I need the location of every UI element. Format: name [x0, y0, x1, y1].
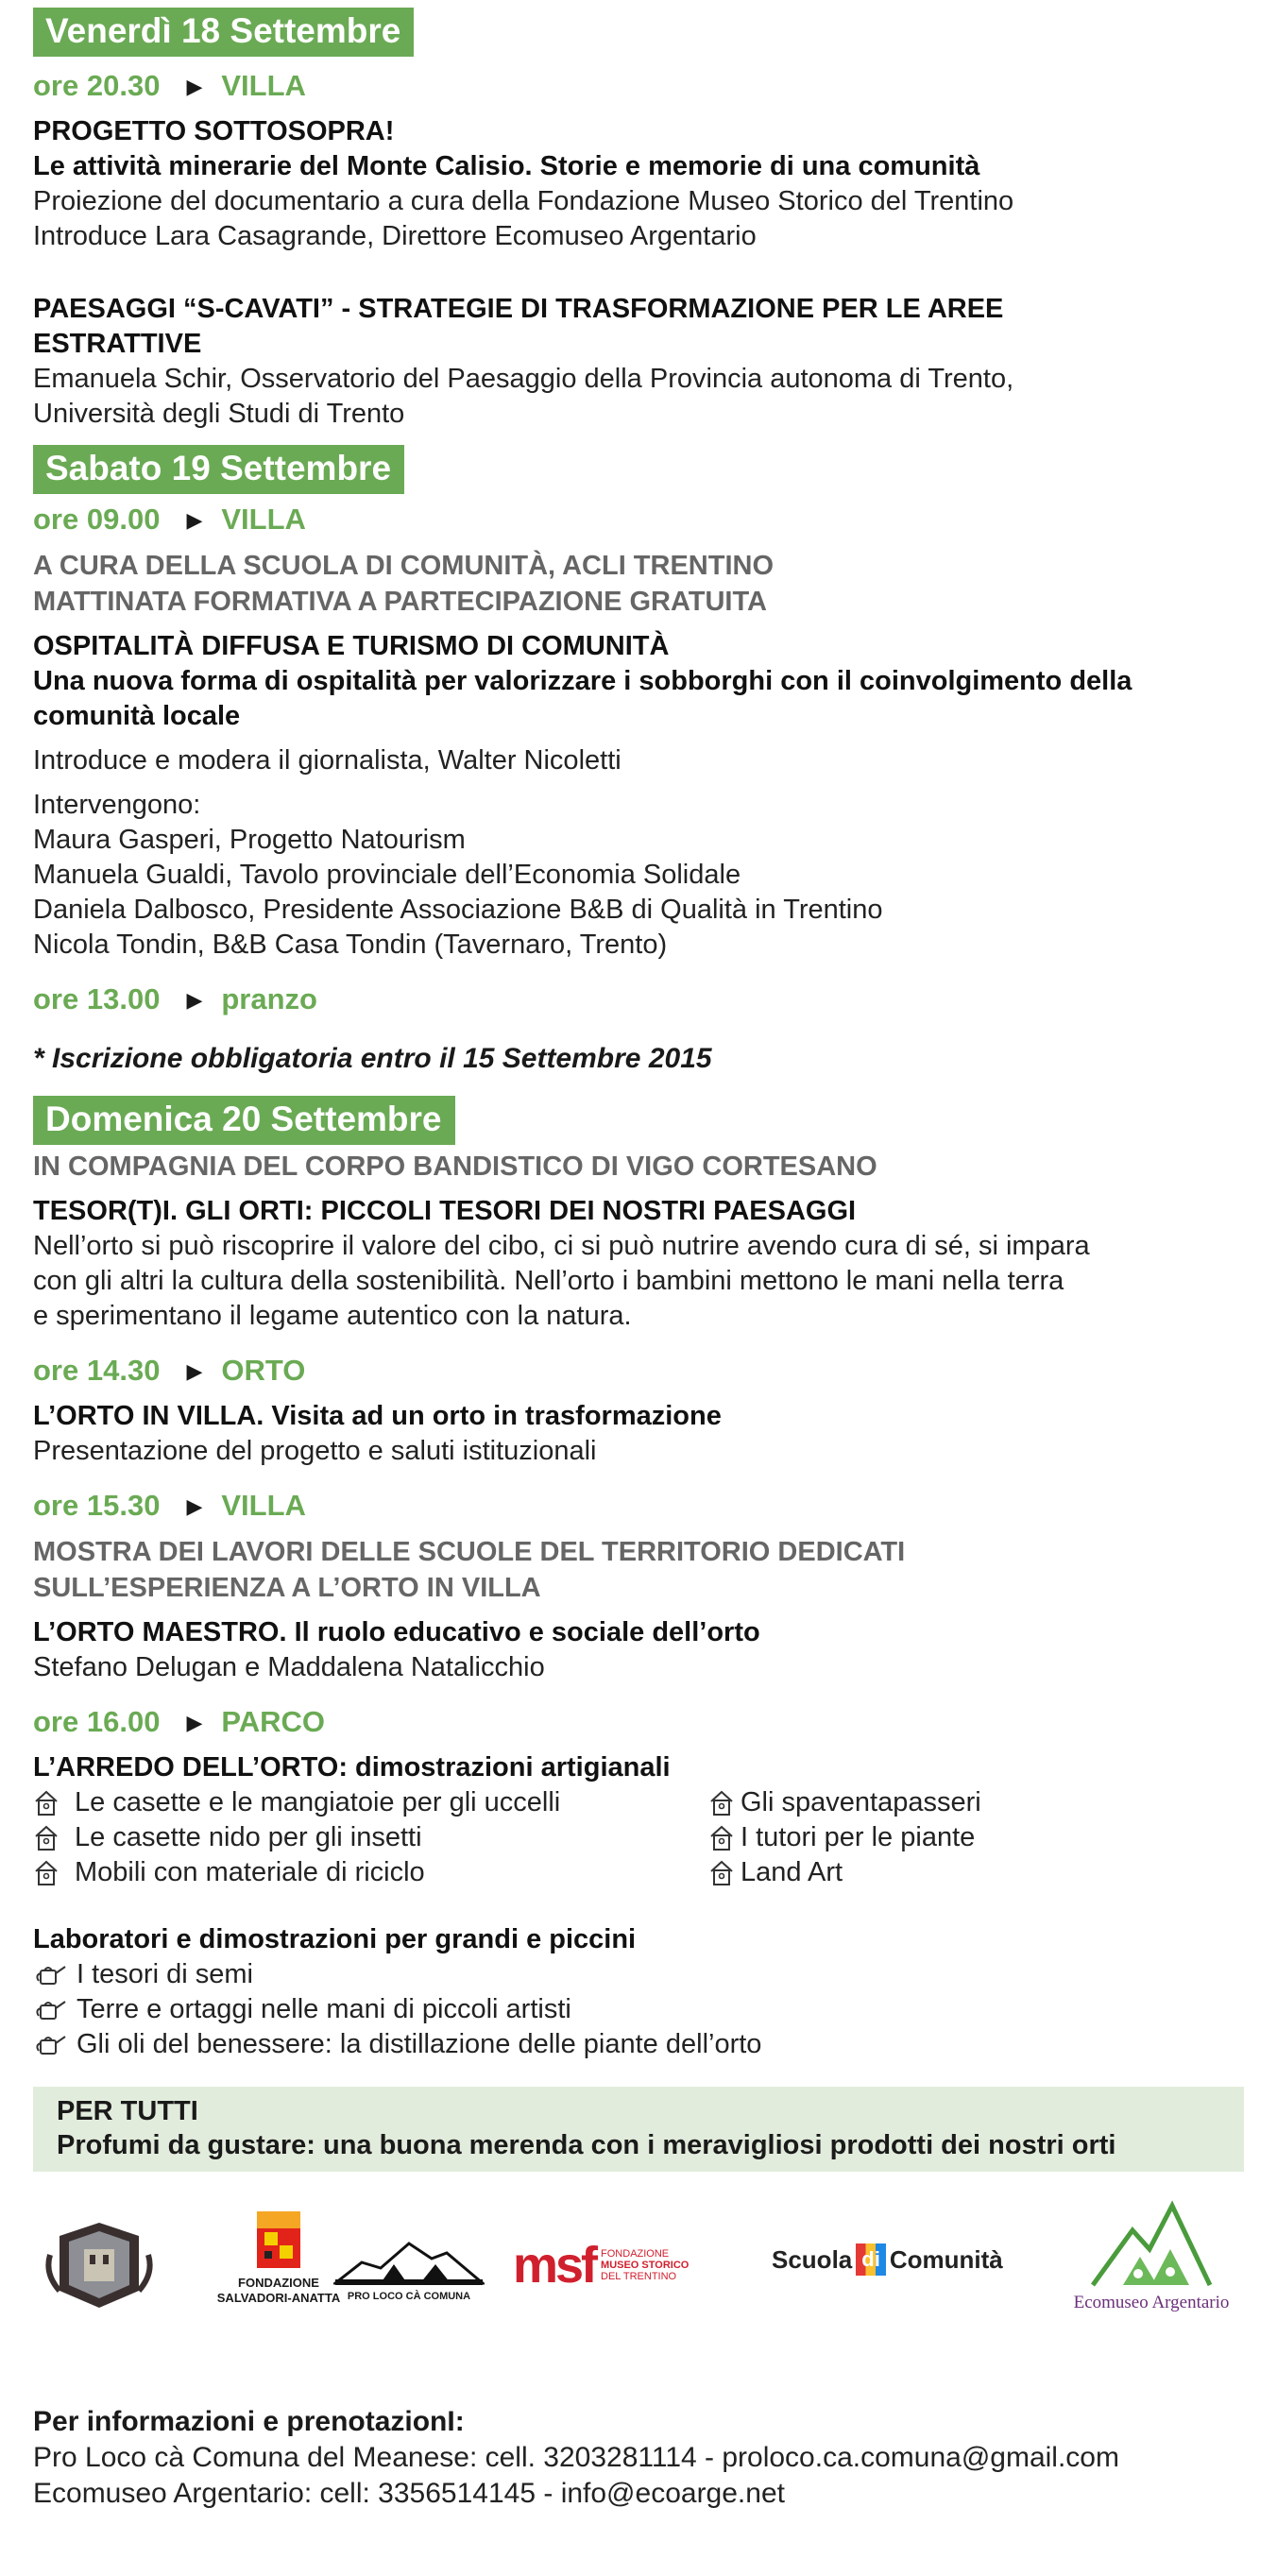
time-row	[33, 502, 1244, 538]
play-arrow-icon: ▶	[186, 508, 203, 532]
exhibition-line: MOSTRA DEI LAVORI DELLE SCUOLE DEL TERRITORIO DEDICATI	[33, 1537, 906, 1567]
time-label: ore 15.30	[33, 1489, 161, 1522]
list-item	[33, 1820, 708, 1855]
place-label: VILLA	[221, 69, 306, 102]
time-label: ore 14.30	[33, 1354, 161, 1387]
birdhouse-icon	[708, 1859, 735, 1887]
play-arrow-icon: ▶	[186, 988, 203, 1012]
speaker-item: Daniela Dalbosco, Presidente Associazione B&B di Qualità in Trentino	[33, 895, 883, 925]
list-item-label: Mobili con materiale di riciclo	[75, 1857, 425, 1887]
msf-text3: DEL TRENTINO	[601, 2271, 677, 2282]
event-text: Presentazione del progetto e saluti istituzionali	[33, 1436, 597, 1466]
place-label: VILLA	[221, 503, 306, 536]
speaker-item: Manuela Gualdi, Tavolo provinciale dell’Economia Solidale	[33, 860, 741, 890]
time-row	[33, 1704, 1244, 1741]
day-header-friday: Venerdì 18 Settembre	[33, 8, 414, 57]
event-title: TESOR(T)I. GLI ORTI: PICCOLI TESORI DEI NOSTRI PAESAGGI	[33, 1196, 857, 1226]
watering-can-icon	[33, 2032, 69, 2058]
event-title: PROGETTO SOTTOSOPRA!	[33, 116, 395, 146]
place-label: pranzo	[221, 982, 317, 1015]
play-arrow-icon: ▶	[186, 1359, 203, 1383]
event-subtitle: Una nuova forma di ospitalità per valorizzare i sobborghi con il coinvolgimento della	[33, 666, 1132, 696]
speaker-item: Nicola Tondin, B&B Casa Tondin (Tavernaro, Trento)	[33, 930, 668, 960]
list-item	[708, 1820, 1237, 1855]
organizer-line: MATTINATA FORMATIVA A PARTECIPAZIONE GRATUITA	[33, 587, 767, 617]
list-item	[33, 1992, 1244, 2027]
list-item	[708, 1855, 1237, 1890]
list-item-label: I tutori per le piante	[741, 1822, 976, 1852]
time-row	[33, 1353, 1244, 1390]
play-arrow-icon: ▶	[186, 1494, 203, 1518]
list-item	[33, 1957, 1244, 1992]
watering-can-icon	[33, 1962, 69, 1988]
event-text: Proiezione del documentario a cura della Fondazione Museo Storico del Trentino	[33, 186, 1014, 216]
time-row	[33, 68, 1244, 105]
scuola-di: di	[856, 2243, 886, 2276]
per-tutti-box	[33, 2087, 1244, 2172]
municipal-crest-logo	[41, 2217, 158, 2312]
list-item-label: I tesori di semi	[77, 1959, 253, 1989]
event-text: Stefano Delugan e Maddalena Natalicchio	[33, 1652, 545, 1682]
scuola-word: Scuola	[772, 2244, 853, 2274]
exhibition-line: SULL’ESPERIENZA A L’ORTO IN VILLA	[33, 1573, 541, 1603]
event-title: ESTRATTIVE	[33, 329, 202, 359]
info-title: Per informazioni e prenotazionI:	[33, 2406, 465, 2437]
band-line: IN COMPAGNIA DEL CORPO BANDISTICO DI VIGO CORTESANO	[33, 1152, 877, 1182]
event-title: L’ORTO IN VILLA. Visita ad un orto in trasformazione	[33, 1401, 722, 1431]
place-label: ORTO	[221, 1354, 306, 1387]
list-item	[708, 1785, 1237, 1820]
event-title: L’ORTO MAESTRO. Il ruolo educativo e sociale dell’orto	[33, 1617, 760, 1647]
moderator-text: Introduce e modera il giornalista, Walter Nicoletti	[33, 745, 621, 776]
msf-mark: msf	[513, 2237, 596, 2294]
list-item	[33, 2027, 1244, 2062]
salvadori-line2: SALVADORI-ANATTA	[216, 2291, 341, 2305]
event-text: Introduce Lara Casagrande, Direttore Ecomuseo Argentario	[33, 221, 757, 251]
list-item-label: Le casette nido per gli insetti	[75, 1822, 422, 1852]
birdhouse-icon	[33, 1859, 60, 1887]
arredo-list	[33, 1785, 1244, 1890]
birdhouse-icon	[708, 1824, 735, 1852]
salvadori-line1: FONDAZIONE	[238, 2276, 319, 2290]
event-description: e sperimentano il legame autentico con la natura.	[33, 1301, 632, 1331]
proloco-logo	[333, 2236, 485, 2303]
event-subtitle: Le attività minerarie del Monte Calisio. Storie e memorie di una comunità	[33, 151, 980, 181]
labs-title: Laboratori e dimostrazioni per grandi e piccini	[33, 1924, 637, 1954]
registration-note: * Iscrizione obbligatoria entro il 15 Settembre 2015	[33, 1043, 712, 1074]
salvadori-anatta-logo	[213, 2209, 345, 2306]
list-item-label: Land Art	[741, 1857, 843, 1887]
list-item	[33, 1855, 708, 1890]
place-label: PARCO	[221, 1705, 326, 1738]
contact-line: Ecomuseo Argentario: cell: 3356514145 - info@ecoarge.net	[33, 2478, 785, 2509]
speakers-label: Intervengono:	[33, 790, 201, 820]
event-title: L’ARREDO DELL’ORTO: dimostrazioni artigianali	[33, 1752, 671, 1783]
proloco-label: PRO LOCO CÀ COMUNA	[347, 2291, 471, 2302]
time-row	[33, 981, 1244, 1018]
ecomuseo-mountain-icon	[1085, 2198, 1217, 2293]
time-label: ore 16.00	[33, 1705, 161, 1738]
salvadori-flag-icon	[255, 2209, 302, 2270]
ecomuseo-label: Ecomuseo Argentario	[1073, 2293, 1230, 2312]
scuola-di-comunita-logo	[772, 2243, 1003, 2276]
event-title: OSPITALITÀ DIFFUSA E TURISMO DI COMUNITÀ	[33, 631, 670, 661]
watering-can-icon	[33, 1997, 69, 2023]
time-label: ore 20.30	[33, 69, 161, 102]
birdhouse-icon	[33, 1789, 60, 1817]
event-description: Nell’orto si può riscoprire il valore del cibo, ci si può nutrire avendo cura di sé, si impara	[33, 1231, 1090, 1261]
list-item-label: Gli spaventapasseri	[741, 1787, 981, 1817]
list-item-label: Le casette e le mangiatoie per gli uccelli	[75, 1787, 561, 1817]
list-item	[33, 1785, 708, 1820]
mountain-icon	[333, 2236, 485, 2285]
box-title: PER TUTTI	[57, 2096, 198, 2126]
time-row	[33, 1488, 1244, 1525]
event-description: con gli altri la cultura della sostenibilità. Nell’orto i bambini mettono le mani nella terra	[33, 1266, 1064, 1296]
sponsor-logos	[33, 2198, 1244, 2359]
birdhouse-icon	[33, 1824, 60, 1852]
list-item-label: Gli oli del benessere: la distillazione delle piante dell’orto	[77, 2029, 762, 2059]
msf-text1: FONDAZIONE	[601, 2248, 670, 2260]
msf-text2: MUSEO STORICO	[601, 2260, 690, 2271]
birdhouse-icon	[708, 1789, 735, 1817]
event-subtitle: comunità locale	[33, 701, 241, 731]
comunita-word: Comunità	[889, 2244, 1003, 2274]
day-header-sunday: Domenica 20 Settembre	[33, 1096, 455, 1145]
event-text: Emanuela Schir, Osservatorio del Paesaggio della Provincia autonoma di Trento,	[33, 364, 1014, 394]
event-text: Università degli Studi di Trento	[33, 399, 405, 429]
contact-line: Pro Loco cà Comuna del Meanese: cell. 3203281114 - proloco.ca.comuna@gmail.com	[33, 2442, 1119, 2473]
organizer-line: A CURA DELLA SCUOLA DI COMUNITÀ, ACLI TRENTINO	[33, 551, 775, 581]
play-arrow-icon: ▶	[186, 75, 203, 98]
play-arrow-icon: ▶	[186, 1711, 203, 1734]
list-item-label: Terre e ortaggi nelle mani di piccoli artisti	[77, 1994, 571, 2024]
time-label: ore 13.00	[33, 982, 161, 1015]
msf-logo	[513, 2237, 749, 2294]
event-title: PAESAGGI “S-CAVATI” - STRATEGIE DI TRASFORMAZIONE PER LE AREE	[33, 294, 1004, 324]
place-label: VILLA	[221, 1489, 306, 1522]
time-label: ore 09.00	[33, 503, 161, 536]
box-text: Profumi da gustare: una buona merenda con i meravigliosi prodotti dei nostri orti	[57, 2130, 1116, 2160]
day-header-saturday: Sabato 19 Settembre	[33, 445, 404, 494]
program-page	[33, 8, 1244, 2512]
speaker-item: Maura Gasperi, Progetto Natourism	[33, 825, 466, 855]
ecomuseo-argentario-logo	[1059, 2198, 1244, 2313]
